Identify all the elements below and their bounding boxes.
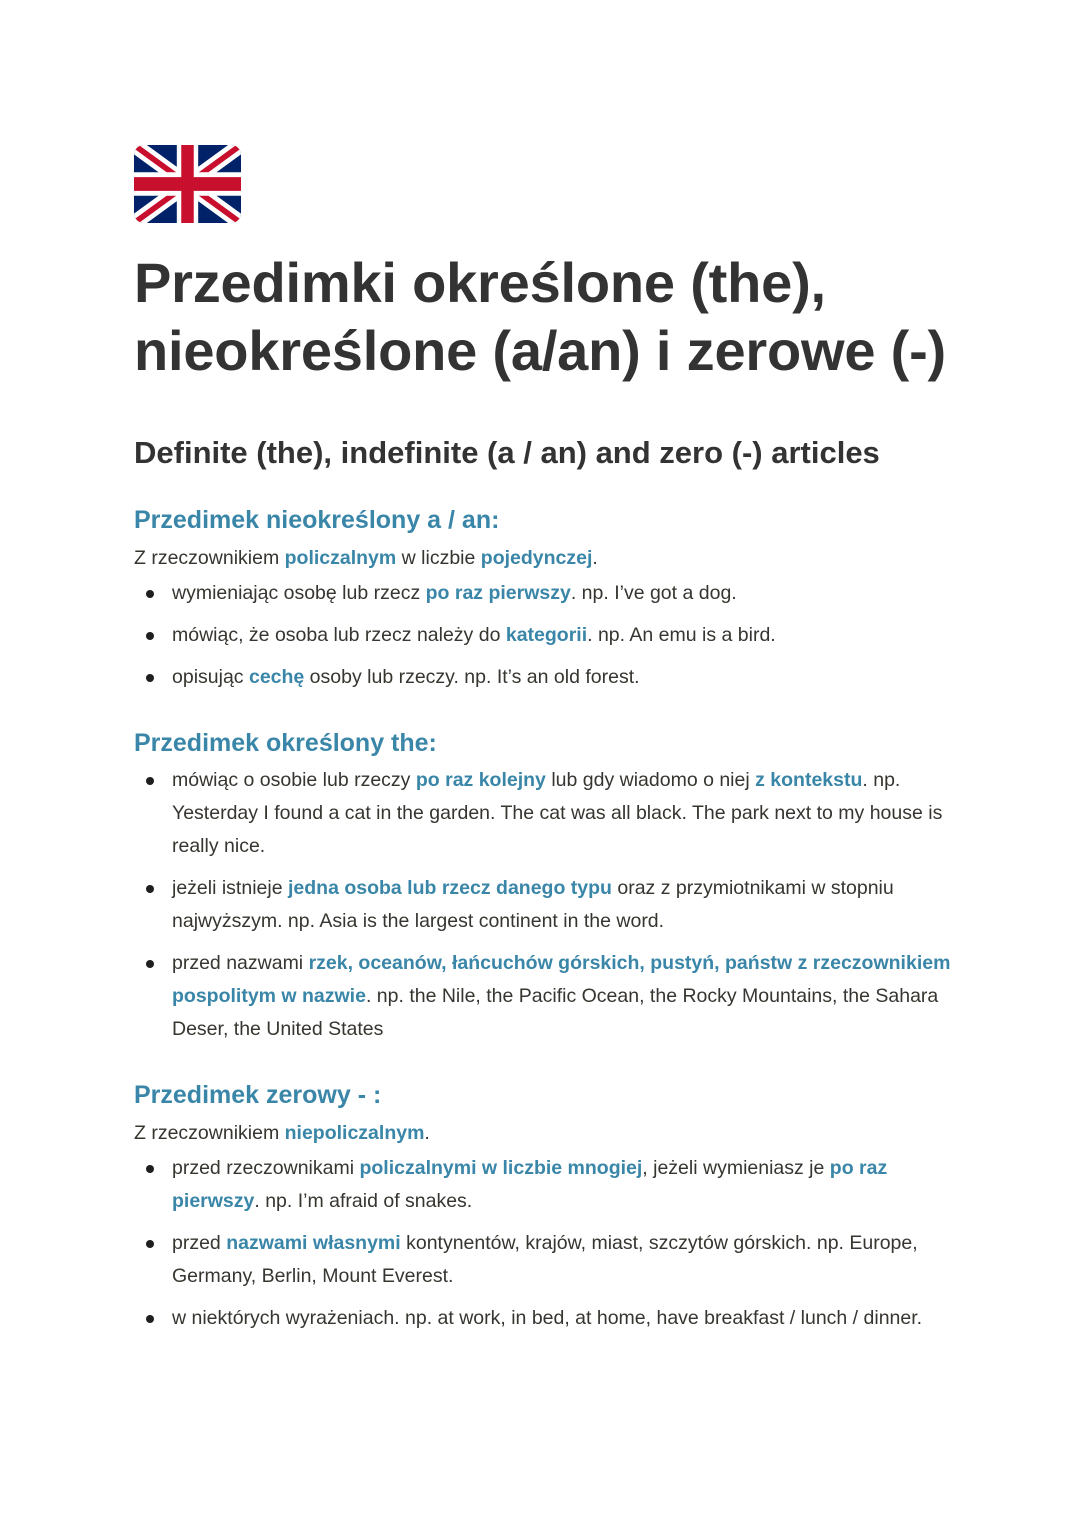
item-text: , jeżeli wymieniasz je: [642, 1157, 830, 1179]
item-highlight: z kontekstu: [755, 769, 863, 791]
item-highlight: rzek, oceanów, łańcuchów górskich, pustyń, państw z rzeczownikiem pospolitym w nazwie: [172, 952, 951, 1007]
item-text: . np. I’ve got a dog.: [570, 582, 737, 604]
intro-text: Z rzeczownikiem: [134, 1122, 285, 1144]
item-text: . np. the Nile, the Pacific Ocean, the Rocky Mountains, the Sahara Deser, the United States: [172, 985, 939, 1040]
item-highlight: po raz pierwszy: [172, 1157, 888, 1212]
list-item: [172, 1302, 954, 1335]
intro-text: .: [424, 1122, 430, 1144]
uk-flag-icon: [134, 145, 241, 223]
bullet-list-definite: [134, 764, 954, 1046]
intro-highlight: policzalnym: [284, 547, 397, 569]
item-text: . np. I’m afraid of snakes.: [254, 1190, 473, 1212]
intro-highlight: pojedynczej: [480, 547, 593, 569]
page-title-line-1: Przedimki określone (the),: [134, 251, 826, 314]
item-text: . np. Yesterday I found a cat in the garden. The cat was all black. The park next to my house is really nice.: [172, 769, 943, 857]
bullet-list-zero: [134, 1152, 954, 1335]
item-text: . np. An emu is a bird.: [587, 624, 776, 646]
item-text: przed: [172, 1232, 227, 1254]
list-item: [172, 1227, 954, 1293]
item-text: kontynentów, krajów, miast, szczytów górskich. np. Europe, Germany, Berlin, Mount Everest.: [172, 1232, 918, 1287]
item-text: osoby lub rzeczy. np. It’s an old forest.: [304, 666, 640, 688]
list-item: [172, 661, 954, 694]
list-item: [172, 1152, 954, 1218]
section-heading-zero: Przedimek zerowy - :: [134, 1081, 382, 1109]
intro-highlight: niepoliczalnym: [284, 1122, 425, 1144]
item-text: przed nazwami: [172, 952, 309, 974]
list-item: [172, 619, 954, 652]
list-item: [172, 872, 954, 938]
item-text: przed rzeczownikami: [172, 1157, 360, 1179]
list-item: [172, 764, 954, 863]
item-text: w niektórych wyrażeniach. np. at work, in bed, at home, have breakfast / lunch / dinner.: [172, 1307, 923, 1329]
item-text: wymieniając osobę lub rzecz: [172, 582, 426, 604]
item-highlight: nazwami własnymi: [226, 1232, 401, 1254]
item-text: mówiąc, że osoba lub rzecz należy do: [172, 624, 506, 646]
bullet-list-indefinite: [134, 577, 954, 694]
section-heading-indefinite: Przedimek nieokreślony a / an:: [134, 506, 500, 534]
item-text: lub gdy wiadomo o niej: [545, 769, 756, 791]
item-text: oraz z przymiotnikami w stopniu najwyższym. np. Asia is the largest continent in the word.: [172, 877, 894, 932]
item-highlight: kategorii: [505, 624, 588, 646]
item-highlight: po raz kolejny: [415, 769, 546, 791]
item-text: mówiąc o osobie lub rzeczy: [172, 769, 416, 791]
item-highlight: cechę: [248, 666, 305, 688]
item-highlight: policzalnymi w liczbie mnogiej: [359, 1157, 643, 1179]
list-item: [172, 577, 954, 610]
item-highlight: po raz pierwszy: [425, 582, 571, 604]
section-heading-definite: Przedimek określony the:: [134, 729, 437, 757]
page-title: [134, 249, 954, 385]
item-text: jeżeli istnieje: [172, 877, 288, 899]
section-intro-indefinite: [134, 543, 954, 573]
section-intro-zero: [134, 1118, 954, 1148]
intro-text: Z rzeczownikiem: [134, 547, 285, 569]
page-subtitle: Definite (the), indefinite (a / an) and zero (-) articles: [134, 435, 880, 470]
item-highlight: jedna osoba lub rzecz danego typu: [287, 877, 612, 899]
intro-text: .: [592, 547, 598, 569]
page-title-line-2: nieokreślone (a/an) i zerowe (-): [134, 319, 946, 382]
document-page: [134, 145, 954, 1344]
item-text: opisując: [172, 666, 249, 688]
intro-text: w liczbie: [396, 547, 481, 569]
list-item: [172, 947, 954, 1046]
